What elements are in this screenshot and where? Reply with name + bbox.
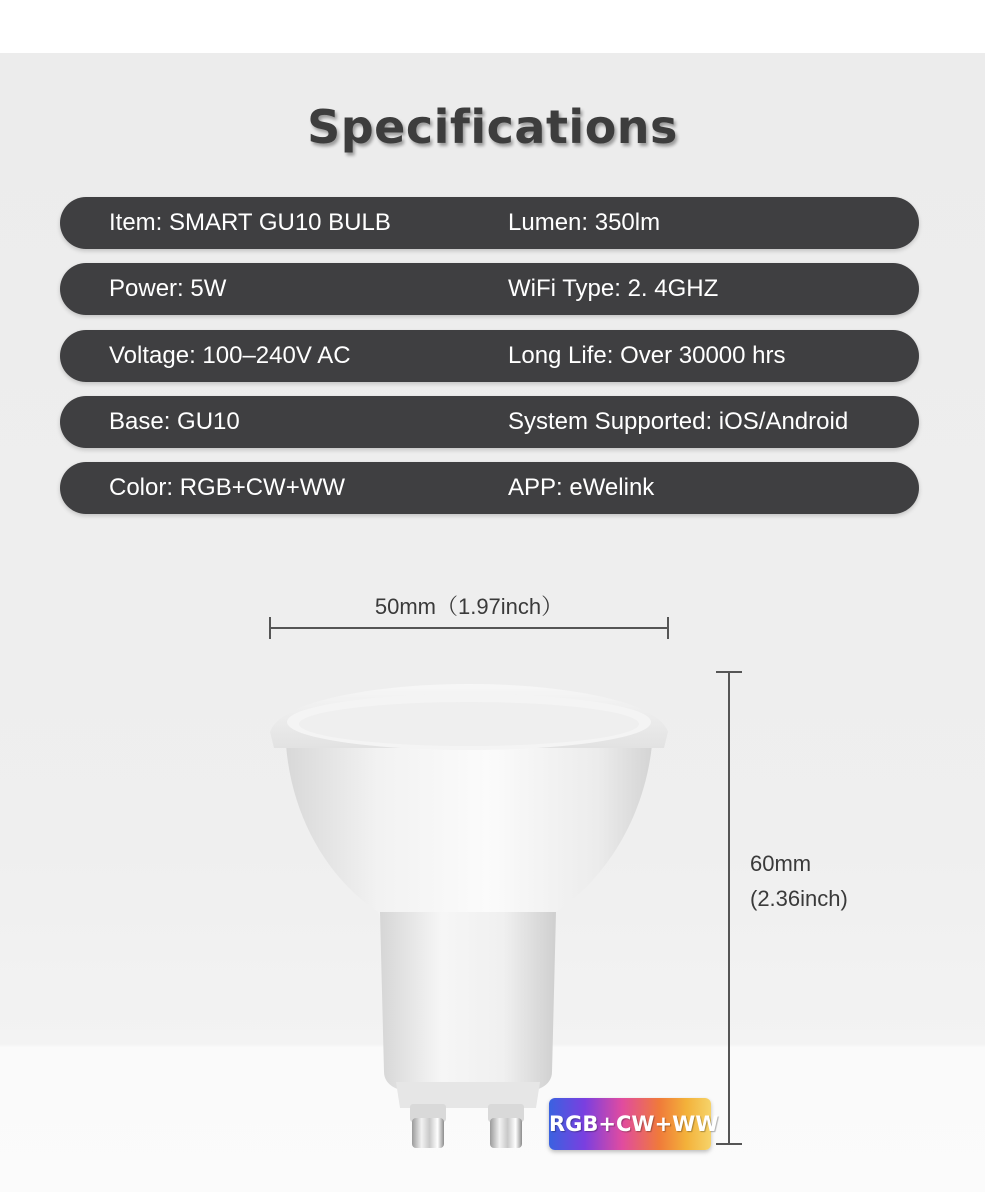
spec-color: Color: RGB+CW+WW — [109, 474, 346, 501]
height-dimension-label — [750, 846, 848, 916]
vertical-dimension-icon — [716, 672, 742, 1144]
horizontal-dimension-icon — [270, 617, 668, 639]
width-dimension-label: 50mm（1.97inch） — [374, 594, 564, 619]
spec-voltage: Voltage: 100–240V AC — [109, 342, 351, 369]
spec-lumen: Lumen: 350lm — [508, 209, 661, 236]
gu10-bulb-icon — [270, 684, 668, 1148]
spec-base: Base: GU10 — [109, 408, 240, 435]
spec-life: Long Life: Over 30000 hrs — [508, 342, 786, 369]
page-title: Specifications — [307, 100, 678, 154]
height-inch-label: (2.36inch) — [750, 886, 848, 911]
rgb-cw-ww-badge: RGB+CW+WW — [549, 1098, 711, 1150]
spec-item: Item: SMART GU10 BULB — [109, 209, 391, 236]
spec-system: System Supported: iOS/Android — [508, 408, 849, 435]
spec-power: Power: 5W — [109, 275, 227, 302]
height-mm-label: 60mm — [750, 851, 812, 876]
spec-app: APP: eWelink — [508, 474, 655, 501]
spec-wifi: WiFi Type: 2. 4GHZ — [508, 275, 719, 302]
